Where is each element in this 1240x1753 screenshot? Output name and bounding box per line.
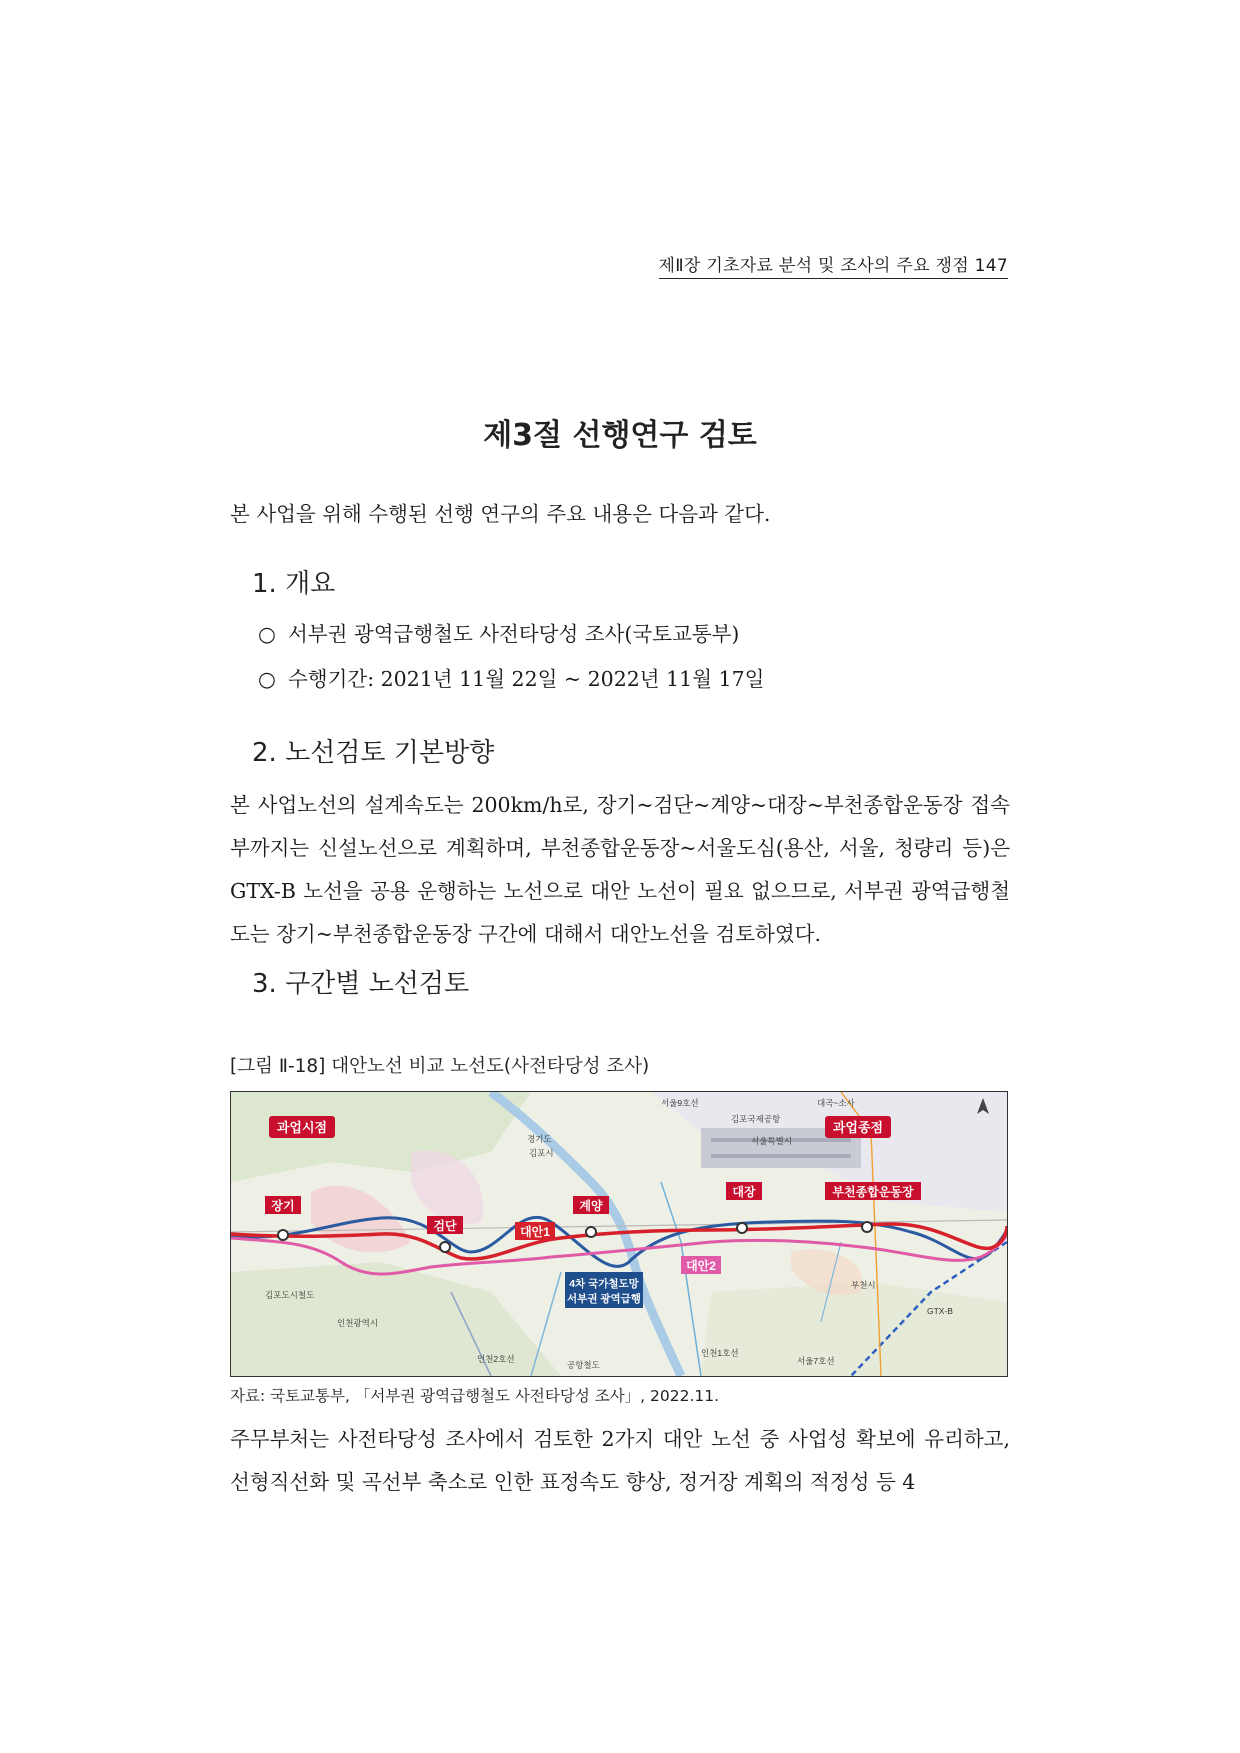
svg-text:과업종점: 과업종점 [832, 1120, 884, 1135]
line-label: 인천1호선 [701, 1348, 739, 1358]
section-title: 제3절 선행연구 검토 [483, 418, 757, 453]
bullet-mark: ○ [258, 622, 276, 646]
region-label: 인천광역시 [337, 1318, 379, 1328]
start-label [269, 1116, 335, 1138]
alt2-label [681, 1256, 721, 1274]
station-label-daejang [726, 1182, 762, 1200]
svg-text:부천종합운동장: 부천종합운동장 [832, 1185, 914, 1199]
route-direction-paragraph: 본 사업노선의 설계속도는 200km/h로, 장기~검단~계양~대장~부천종합운동장 접속부까지는 신설노선으로 계획하며, 부천종합운동장~서울도심(용산, 서울, 청량리 등)은 GTX-B 노선을 공용 운행하는 노선으로 대안 노선이 필요 없으므로, 서부권 광역급행철도는 장기~부천종합운동장 구간에 대해서 대안노선을 검토하였다. [230, 793, 1010, 946]
svg-text:4차 국가철도망: 4차 국가철도망 [569, 1278, 639, 1290]
bullet-text: 서부권 광역급행철도 사전타당성 조사(국토교통부) [288, 622, 740, 646]
region-label: 김포시 [529, 1148, 554, 1158]
bullet-item [258, 662, 764, 692]
station-marker [586, 1227, 596, 1237]
station-label-bucheon-stadium [825, 1182, 921, 1200]
figure-caption: [그림 Ⅱ-18] 대안노선 비교 노선도(사전타당성 조사) [230, 1056, 650, 1077]
line-label: 대곡~소사 [817, 1098, 855, 1108]
heading-overview: 1. 개요 [252, 569, 336, 599]
station-label-janggi [265, 1196, 301, 1214]
line-label: 서울7호선 [797, 1356, 835, 1366]
svg-text:계양: 계양 [579, 1199, 603, 1213]
end-label [825, 1116, 891, 1138]
heading-route-direction: 2. 노선검토 기본방향 [252, 738, 495, 768]
route-comparison-map [230, 1091, 1008, 1377]
region-label: 서울특별시 [751, 1136, 793, 1146]
alt1-label [515, 1222, 555, 1240]
station-marker [440, 1242, 450, 1252]
svg-text:대장: 대장 [732, 1185, 756, 1199]
bullet-item [258, 617, 739, 647]
svg-text:대안2: 대안2 [686, 1259, 716, 1273]
svg-text:과업시점: 과업시점 [276, 1120, 328, 1135]
svg-text:검단: 검단 [433, 1219, 457, 1233]
conclusion-paragraph: 주무부처는 사전타당성 조사에서 검토한 2가지 대안 노선 중 사업성 확보에 유리하고, 선형직선화 및 곡선부 축소로 인한 표정속도 향상, 정거장 계획의 적정성 등 4 [230, 1427, 1010, 1494]
bullet-text: 수행기간: 2021년 11월 22일 ~ 2022년 11월 17일 [288, 667, 765, 691]
line-label: 인천2호선 [477, 1354, 515, 1364]
station-label-gyeyang [573, 1196, 609, 1214]
line-label: 공항철도 [567, 1360, 600, 1370]
region-label: 경기도 [527, 1134, 552, 1144]
line-label: 서울9호선 [661, 1098, 699, 1108]
station-marker [278, 1230, 288, 1240]
region-label: 부천시 [851, 1280, 876, 1290]
figure-source: 자료: 국토교통부, 「서부권 광역급행철도 사전타당성 조사」, 2022.11. [230, 1387, 720, 1405]
svg-text:서부권 광역급행: 서부권 광역급행 [567, 1293, 641, 1305]
station-marker [737, 1223, 747, 1233]
station-marker [862, 1222, 872, 1232]
line-label: GTX-B [927, 1306, 953, 1316]
region-label: 김포국제공항 [731, 1114, 781, 1124]
line-label: 김포도시철도 [265, 1290, 315, 1300]
bullet-mark: ○ [258, 667, 276, 691]
svg-text:장기: 장기 [271, 1199, 295, 1213]
station-label-geomdan [427, 1216, 463, 1234]
page-header: 제Ⅱ장 기초자료 분석 및 조사의 주요 쟁점 147 [659, 251, 1009, 279]
svg-text:대안1: 대안1 [520, 1225, 550, 1239]
intro-paragraph: 본 사업을 위해 수행된 선행 연구의 주요 내용은 다음과 같다. [230, 502, 771, 526]
heading-section-review: 3. 구간별 노선검토 [252, 969, 470, 999]
national-plan-label [565, 1272, 643, 1308]
